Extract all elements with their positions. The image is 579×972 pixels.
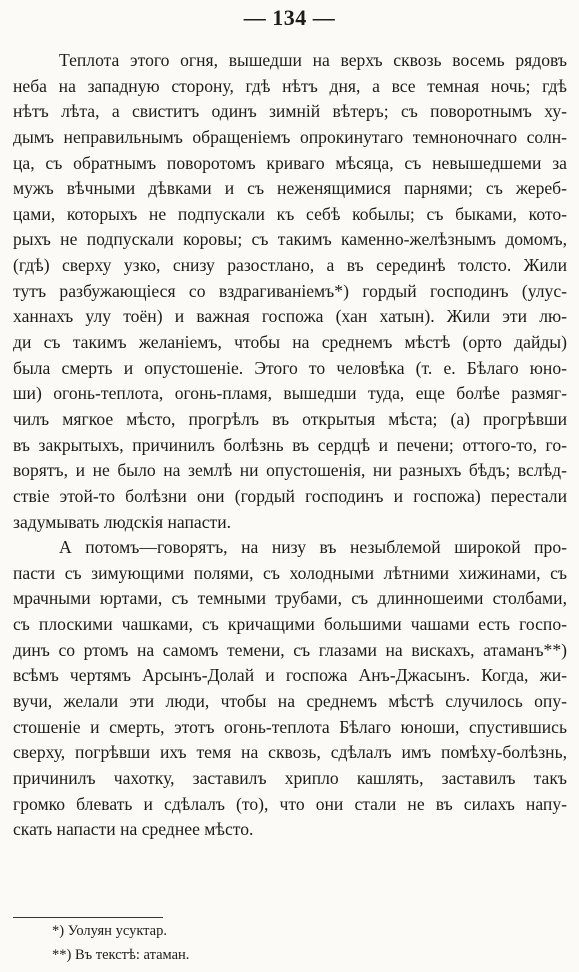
text-line: мужъ вѣчными дѣвками и съ неженящимися парнями; съ жереб-: [13, 178, 567, 199]
text-line: задумывать людскія напасти.: [13, 511, 232, 532]
text-line: ца, съ обратнымъ поворотомъ криваго мѣсяца, съ невышедшеми за: [13, 152, 567, 173]
text-line: мрачными юртами, съ темными трубами, съ длинношеими столбами,: [13, 588, 567, 609]
text-line: ворятъ, и не было на землѣ ни опустошенія, ни разныхъ бѣдъ; вслѣд-: [13, 460, 567, 481]
text-line: причинилъ чахотку, заставилъ хрипло кашлять, заставилъ такъ: [13, 767, 567, 788]
text-line: Теплота этого огня, вышедши на верхъ сквозь восемь рядовъ: [59, 50, 567, 70]
text-line: чилъ мягкое мѣсто, прогрѣлъ въ открытыя мѣста; (а) прогрѣвши: [13, 408, 567, 429]
text-line: неба на западную сторону, гдѣ нѣтъ дня, а все темная ночь; гдѣ: [13, 75, 567, 96]
text-line: А потомъ—говорятъ, на низу въ незыблемой широкой про-: [59, 537, 567, 558]
text-line: вучи, желали эти люди, чтобы на среднемъ мѣстѣ случилось опу-: [13, 691, 567, 712]
text-line: скать напасти на среднее мѣсто.: [13, 819, 254, 840]
text-line: динъ со ртомъ на самомъ темени, съ глазами на вискахъ, атаманъ**): [13, 639, 567, 660]
text-line: ствіе этой-то болѣзни они (гордый господинъ и госпожа) перестали: [13, 485, 567, 506]
footnotes: [52, 919, 189, 967]
text-line: ди съ такимъ желаніемъ, чтобы на среднемъ мѣстѣ (орто дайды): [13, 332, 567, 353]
footnote: **) Въ текстѣ: атаман.: [52, 947, 190, 963]
text-line: пасти съ зимующими полями, съ холодными лѣтними хижинами, съ: [13, 562, 567, 583]
text-line: нѣтъ лѣта, а свиститъ одинъ зимній вѣтеръ; съ поворотнымъ ху-: [13, 101, 567, 122]
text-line: тутъ разбужающіеся со вздрагиваніемъ*) гордый господинъ (улус-: [13, 280, 567, 301]
paragraph: [13, 48, 567, 535]
text-line: цами, которыхъ не подпускали къ себѣ кобылы; съ быками, кото-: [13, 203, 567, 224]
text-line: ши) огонь-теплота, огонь-пламя, вышедши туда, еще болѣе размяг-: [13, 383, 567, 404]
text-line: ханнахъ улу тоён) и важная госпожа (хан хатын). Жили эти лю-: [13, 306, 567, 327]
text-line: рыхъ не подпускали коровы; съ такимъ каменно-желѣзнымъ домомъ,: [13, 229, 567, 250]
text-line: дымъ неправильнымъ обращеніемъ опрокинутаго темноночнаго солн-: [13, 126, 567, 147]
page-number: — 134 —: [243, 5, 336, 30]
text-line: всѣмъ чертямъ Арсынъ-Долай и госпожа Анъ-Джасынъ. Когда, жи-: [13, 665, 567, 686]
footnote-divider: [13, 917, 163, 918]
text-line: была смерть и опустошеніе. Этого то человѣка (т. е. Бѣлаго юно-: [13, 357, 567, 378]
text-line: сверху, погрѣвши ихъ темя на сквозь, сдѣлалъ имъ помѣху-болѣзнь,: [13, 742, 567, 763]
body-text: [13, 48, 567, 843]
paragraph: [13, 535, 567, 843]
text-line: въ закрытыхъ, причинилъ болѣзнь въ сердцѣ и печени; оттого-то, го-: [13, 434, 567, 455]
footnote: *) Уолуян усуктар.: [52, 923, 167, 939]
text-line: (гдѣ) сверху узко, снизу разостлано, а въ серединѣ толсто. Жили: [13, 255, 567, 276]
text-line: съ плоскими чашками, съ кричащими большими чашами есть госпо-: [13, 614, 567, 635]
text-line: стошеніе и смерть, этотъ огонь-теплота Бѣлаго юноши, спустившись: [13, 716, 567, 737]
text-line: громко блевать и сдѣлалъ (то), что они стали не въ силахъ напу-: [13, 793, 567, 814]
